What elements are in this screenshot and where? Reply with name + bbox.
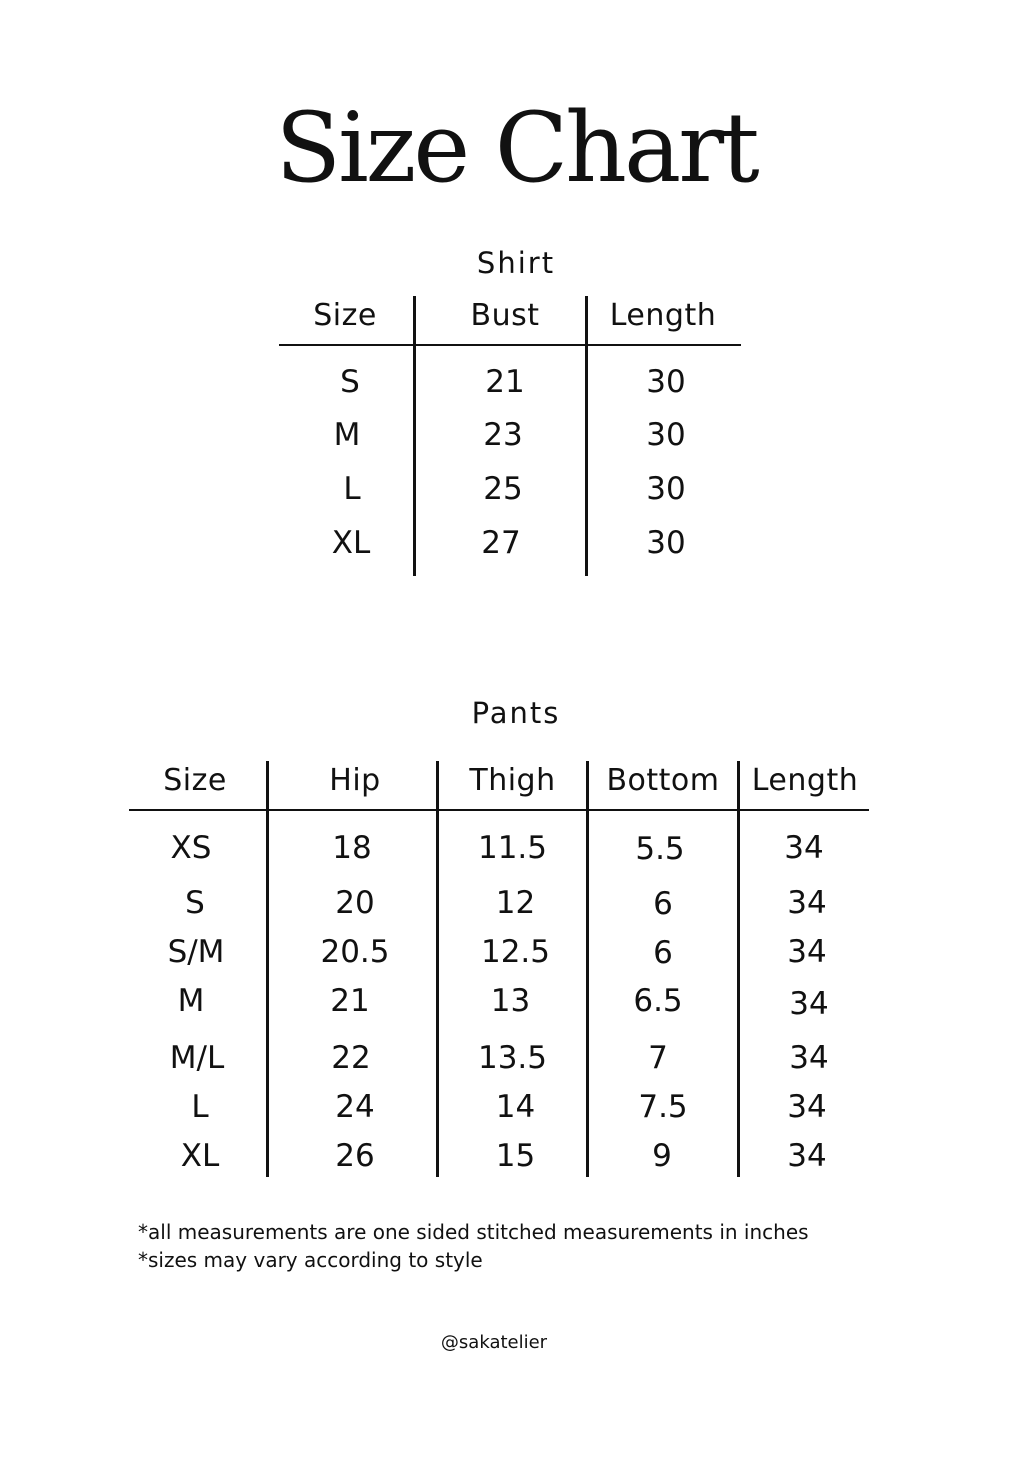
- pants-cell-bottom: 7.5: [638, 1089, 688, 1125]
- pants-cell-length: 34: [787, 1138, 827, 1174]
- pants-cell-bottom: 5.5: [635, 831, 685, 867]
- shirt-cell-bust: 27: [481, 525, 521, 561]
- pants-cell-bottom: 9: [652, 1138, 672, 1174]
- pants-column-divider-1: [266, 761, 269, 1177]
- brand-handle: @sakatelier: [440, 1332, 548, 1353]
- shirt-cell-size: S: [340, 364, 360, 400]
- shirt-header-divider: [279, 344, 741, 346]
- pants-cell-bottom: 7: [648, 1040, 668, 1076]
- pants-header-hip: Hip: [329, 763, 381, 798]
- pants-cell-bottom: 6.5: [633, 983, 683, 1019]
- shirt-cell-length: 30: [646, 417, 686, 453]
- pants-cell-hip: 20: [335, 885, 375, 921]
- shirt-column-divider-1: [413, 296, 416, 576]
- pants-cell-thigh: 15: [495, 1138, 536, 1174]
- pants-header-divider: [129, 809, 869, 811]
- pants-cell-hip: 26: [335, 1138, 375, 1174]
- shirt-cell-size: L: [343, 471, 361, 507]
- pants-cell-length: 34: [784, 830, 824, 866]
- pants-cell-hip: 20.5: [320, 934, 390, 970]
- shirt-cell-bust: 25: [483, 471, 523, 507]
- shirt-cell-bust: 23: [483, 417, 523, 453]
- pants-cell-thigh: 13.5: [477, 1040, 548, 1076]
- pants-cell-size: M/L: [169, 1040, 225, 1076]
- pants-cell-bottom: 6: [653, 935, 673, 971]
- measurement-note: *all measurements are one sided stitched measurements in inches: [138, 1220, 809, 1244]
- pants-cell-length: 34: [789, 986, 829, 1022]
- pants-section-title: Pants: [471, 696, 561, 730]
- shirt-header-bust: Bust: [470, 298, 540, 333]
- pants-cell-hip: 22: [331, 1040, 371, 1076]
- pants-cell-size: M: [177, 983, 205, 1019]
- pants-column-divider-2: [436, 761, 439, 1177]
- pants-header-size: Size: [163, 763, 227, 798]
- shirt-cell-size: M: [333, 417, 361, 453]
- shirt-cell-length: 30: [646, 525, 686, 561]
- pants-cell-size: S/M: [167, 934, 225, 970]
- shirt-cell-size: XL: [331, 525, 371, 561]
- pants-cell-length: 34: [787, 934, 827, 970]
- pants-cell-thigh: 13: [490, 983, 531, 1019]
- pants-cell-size: XL: [180, 1138, 220, 1174]
- pants-cell-thigh: 14: [495, 1089, 536, 1125]
- pants-cell-thigh: 11.5: [477, 830, 548, 866]
- page-title: Size Chart: [275, 92, 757, 204]
- pants-cell-thigh: 12: [495, 885, 536, 921]
- pants-header-bottom: Bottom: [606, 763, 720, 798]
- pants-cell-size: L: [191, 1089, 209, 1125]
- shirt-column-divider-2: [585, 296, 588, 576]
- pants-cell-hip: 24: [335, 1089, 375, 1125]
- shirt-cell-length: 30: [646, 364, 686, 400]
- pants-cell-length: 34: [787, 1089, 827, 1125]
- pants-cell-size: XS: [170, 830, 212, 866]
- pants-cell-hip: 18: [332, 830, 372, 866]
- pants-cell-size: S: [185, 885, 205, 921]
- size-variation-note: *sizes may vary according to style: [138, 1248, 483, 1272]
- pants-cell-thigh: 12.5: [480, 934, 551, 970]
- pants-cell-hip: 21: [330, 983, 370, 1019]
- pants-cell-bottom: 6: [653, 886, 673, 922]
- pants-header-length: Length: [751, 763, 859, 798]
- pants-column-divider-4: [737, 761, 740, 1177]
- shirt-header-length: Length: [609, 298, 717, 333]
- pants-cell-length: 34: [787, 885, 827, 921]
- shirt-section-title: Shirt: [476, 246, 556, 280]
- pants-column-divider-3: [586, 761, 589, 1177]
- shirt-header-size: Size: [313, 298, 377, 333]
- pants-header-thigh: Thigh: [469, 763, 556, 798]
- shirt-cell-length: 30: [646, 471, 686, 507]
- shirt-cell-bust: 21: [485, 364, 525, 400]
- pants-cell-length: 34: [789, 1040, 829, 1076]
